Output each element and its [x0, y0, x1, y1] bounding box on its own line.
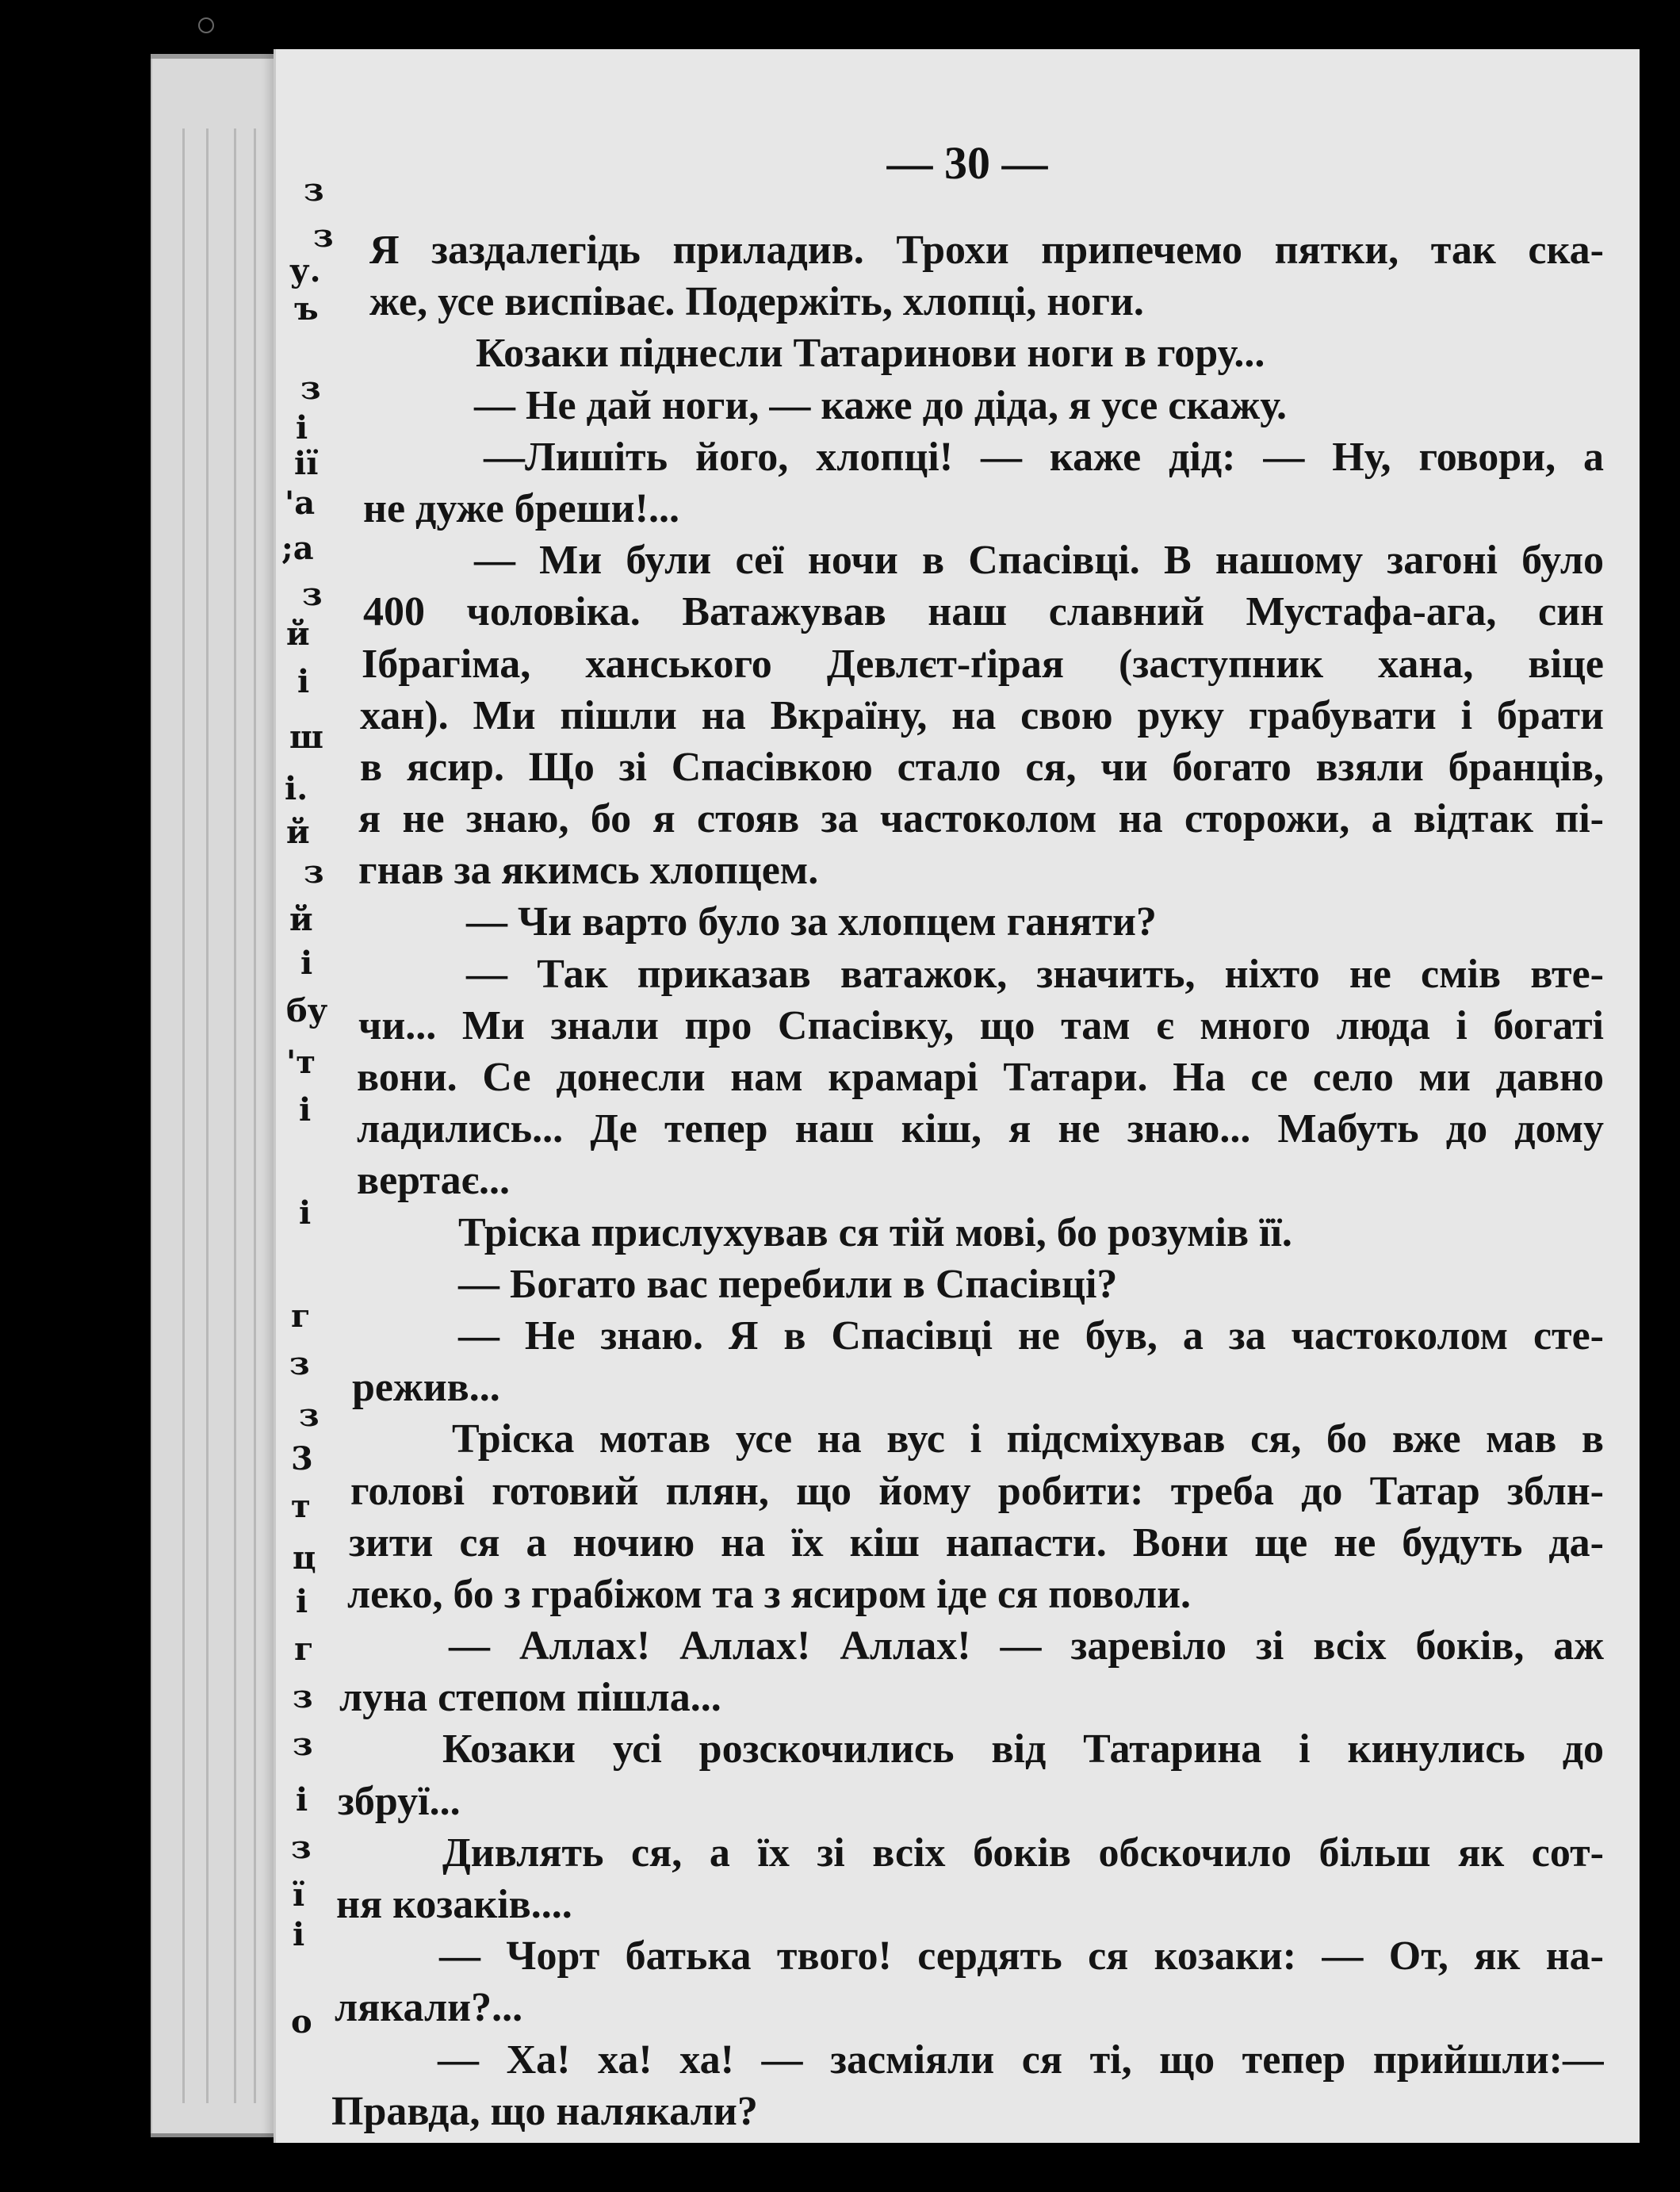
text-line: ладились... Де тепер наш кіш, я не знаю... Мабуть до дому: [357, 1106, 1604, 1152]
margin-fragment: ш: [289, 719, 323, 756]
margin-fragment: і: [300, 945, 313, 982]
text-line: Козаки піднесли Татаринови ноги в гору...: [476, 331, 1265, 377]
margin-fragment: у.: [289, 252, 321, 289]
text-line: гнав за якимсь хлопцем.: [358, 848, 819, 894]
margin-fragment: з: [293, 1726, 313, 1763]
margin-fragment: г: [294, 1631, 314, 1668]
text-line: зити ся а ночию на їх кіш напасти. Вони ще не будуть да-: [349, 1519, 1604, 1565]
text-line: в ясир. Що зі Спасівкою стало ся, чи богато взяли бранців,: [360, 744, 1604, 790]
text-line: леко, бо з грабіжом та з ясиром іде ся поволи.: [347, 1571, 1192, 1617]
text-line: Правда, що налякали?: [331, 2088, 758, 2134]
text-line: 400 чоловіка. Ватажував наш славний Мустафа-ага, син: [363, 589, 1604, 635]
page-body-text: [331, 224, 1604, 2137]
text-line: чи... Ми знали про Спасівку, що там є много люда і богаті: [358, 1002, 1604, 1048]
page-edge-line: [206, 128, 209, 2103]
text-line: Ібрагіма, ханського Девлєт-ґірая (заступник хана, віце: [362, 641, 1604, 687]
text-line: Я заздалегідь приладив. Трохи припечемо пятки, так ска-: [369, 228, 1604, 273]
text-line: — Ха! ха! ха! — засміяли ся ті, що тепер прийшли:—: [438, 2037, 1604, 2083]
page-edge-line: [234, 128, 236, 2103]
margin-fragment: ії: [294, 445, 319, 482]
text-line: не дуже бреши!...: [363, 485, 679, 531]
text-line: — Не дай ноги, — каже до діда, я усе скажу.: [474, 382, 1288, 428]
margin-fragment: о: [291, 2003, 312, 2041]
page-edge-line: [182, 128, 185, 2103]
text-line: — Так приказав ватажок, значить, ніхто не смів втe-: [466, 951, 1604, 997]
text-line: —Лишіть його, хлопці! — каже дід: — Ну, говори, а: [484, 434, 1604, 480]
margin-fragment: і: [296, 409, 308, 446]
text-line: Тріска мотав усе на вус і підсміхував ся, бо вже мав в: [452, 1416, 1604, 1462]
scan-corner-mark: [198, 17, 214, 33]
text-line: вони. Се донесли нам крамарі Татари. На се село ми давно: [357, 1055, 1604, 1100]
margin-fragment: ъ: [294, 290, 319, 328]
page-edge-line: [254, 128, 256, 2103]
margin-fragment: з: [291, 1829, 312, 1866]
text-line: Дивлять ся, а їх зі всіх боків обскочило більш як сот-: [442, 1830, 1604, 1876]
margin-fragment: г: [291, 1297, 311, 1335]
page-number: — 30 —: [886, 137, 1048, 189]
margin-fragment: з: [304, 853, 324, 891]
margin-fragment: і: [296, 1583, 308, 1620]
text-line: — Ми були сеї ночи в Спасівці. В нашому загоні було: [474, 538, 1604, 584]
margin-fragment: з: [302, 576, 323, 613]
text-line: луна степом пішла...: [339, 1675, 721, 1721]
margin-fragment: ;а: [281, 530, 314, 567]
text-line: хан). Ми пішли на Вкраїну, на свою руку грабувати і брати: [360, 692, 1604, 738]
text-line: Тріска прислухував ся тій мові, бо розумів її.: [458, 1209, 1292, 1255]
margin-fragment: і.: [285, 770, 308, 807]
margin-fragment: й: [289, 901, 313, 938]
margin-fragment: з: [313, 217, 334, 255]
margin-fragment: з: [304, 171, 324, 209]
margin-fragment: і: [296, 1781, 308, 1818]
margin-fragment: і: [299, 1091, 312, 1129]
margin-fragment: бу: [286, 992, 328, 1029]
margin-fragment: з: [300, 370, 321, 407]
margin-fragment: з: [299, 1397, 320, 1434]
text-line: ня козаків....: [336, 1882, 572, 1927]
text-line: голові готовий плян, що йому робити: треба до Татар зблн-: [350, 1468, 1604, 1514]
text-line: вертає...: [357, 1158, 511, 1204]
text-line: — Богато вас перебили в Спасівці?: [458, 1261, 1118, 1307]
margin-fragment: 3: [291, 1440, 313, 1477]
margin-fragment: 'т: [286, 1044, 316, 1081]
text-line: Козаки усі розскочились від Татарина і кинулись до: [442, 1726, 1604, 1772]
margin-fragment: т: [291, 1488, 311, 1525]
margin-fragment: з: [293, 1678, 313, 1715]
margin-fragment: й: [286, 615, 310, 653]
margin-fragment: й: [286, 814, 310, 851]
text-line: — Аллах! Аллах! Аллах! — заревіло зі всіх боків, аж: [449, 1623, 1604, 1669]
text-line: я не знаю, бо я стояв за частоколом на сторожи, а відтак пі-: [358, 796, 1604, 842]
text-line: — Не знаю. Я в Спасівці не був, а за частоколом сте-: [458, 1313, 1604, 1359]
text-line: режив...: [352, 1365, 500, 1411]
text-line: збруї...: [338, 1778, 461, 1824]
margin-fragment: 'а: [285, 485, 316, 522]
margin-fragment: і: [297, 663, 310, 700]
margin-fragment: ї: [293, 1876, 305, 1914]
text-line: — Чорт батька твого! сердять ся козаки: — От, як на-: [439, 1933, 1604, 1979]
margin-fragment: ц: [293, 1539, 316, 1577]
text-line: — Чи варто було за хлопцем ганяти?: [466, 899, 1157, 945]
margin-fragment: з: [289, 1345, 310, 1382]
text-line: же, усе виспіває. Подержіть, хлопці, ноги.: [369, 279, 1144, 325]
margin-fragment: і: [299, 1194, 312, 1232]
text-line: лякали?...: [335, 1985, 523, 2031]
margin-fragment: і: [293, 1916, 305, 1953]
